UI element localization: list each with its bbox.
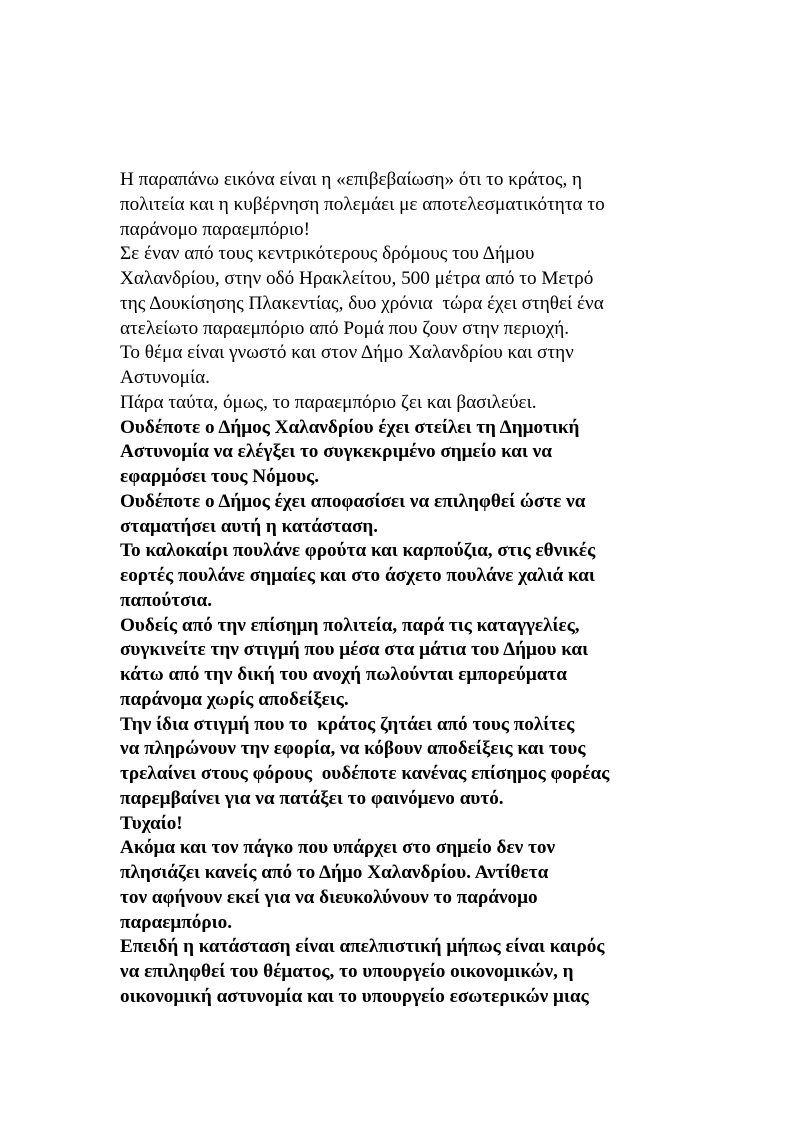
text-line: εορτές πουλάνε σημαίες και στο άσχετο πουλάνε χαλιά και (120, 565, 595, 586)
text-line: Αστυνομία. (120, 367, 210, 388)
text-line: οικονομική αστυνομία και το υπουργείο εσωτερικών μιας (120, 985, 589, 1007)
text-line: Χαλανδρίου, στην οδό Ηρακλείτου, 500 μέτρα από το Μετρό (120, 268, 594, 289)
text-line: τρελαίνει στους φόρους ουδέποτε κανένας επίσημος φορέας (120, 763, 610, 784)
text-line: ατελείωτο παραεμπόριο από Ρομά που ζουν στην περιοχή. (120, 317, 570, 339)
text-line: Σε έναν από τους κεντρικότερους δρόμους του Δήμου (120, 243, 535, 265)
text-line: κάτω από την δική του ανοχή πωλούνται εμπορεύματα (120, 664, 567, 685)
text-line: Την ίδια στιγμή που το κράτος ζητάει από τους πολίτες (120, 713, 575, 735)
article-body (120, 168, 720, 1010)
text-line: συγκινείτε την στιγμή που μέσα στα μάτια του Δήμου και (120, 639, 589, 661)
text-line: Επειδή η κατάσταση είναι απελπιστική μήπως είναι καιρός (120, 936, 605, 958)
text-line: Το καλοκαίρι πουλάνε φρούτα και καρπούζια, στις εθνικές (120, 540, 596, 562)
text-line: Ουδέποτε ο Δήμος Χαλανδρίου έχει στείλει τη Δημοτική (120, 416, 580, 438)
text-line: παρεμβαίνει για να πατάξει το φαινόμενο αυτό. (120, 787, 504, 809)
text-line: να επιληφθεί του θέματος, το υπουργείο οικονομικών, η (120, 961, 574, 982)
text-line: παράνομα χωρίς αποδείξεις. (120, 688, 349, 710)
text-line: Ουδέποτε ο Δήμος έχει αποφασίσει να επιληφθεί ώστε να (120, 490, 586, 512)
text-line: Τυχαίο! (120, 812, 183, 834)
text-line: Πάρα ταύτα, όμως, το παραεμπόριο ζει και βασιλεύει. (120, 391, 537, 413)
text-line: της Δουκίσησης Πλακεντίας, δυο χρόνια τώρα έχει στηθεί ένα (120, 292, 604, 314)
text-line: παραεμπόριο. (120, 911, 232, 933)
text-line: Ακόμα και τον πάγκο που υπάρχει στο σημείο δεν τον (120, 837, 556, 859)
text-line: να πληρώνουν την εφορία, να κόβουν αποδείξεις και τους (120, 738, 586, 760)
text-line: σταματήσει αυτή η κατάσταση. (120, 515, 379, 537)
text-line: Αστυνομία να ελέγξει το συγκεκριμένο σημείο και να (120, 441, 552, 463)
text-line: Ουδείς από την επίσημη πολιτεία, παρά τις καταγγελίες, (120, 614, 580, 636)
text-line: εφαρμόσει τους Νόμους. (120, 466, 320, 487)
text-line: πολιτεία και η κυβέρνηση πολεμάει με αποτελεσματικότητα το (120, 193, 605, 215)
text-line: Η παραπάνω εικόνα είναι η «επιβεβαίωση» ότι το κράτος, η (120, 169, 583, 190)
text-line: τον αφήνουν εκεί για να διευκολύνουν το παράνομο (120, 886, 538, 908)
text-line: πλησιάζει κανείς από το Δήμο Χαλανδρίου. Αντίθετα (120, 862, 549, 883)
text-line: παπούτσια. (120, 589, 213, 611)
text-line: παράνομο παραεμπόριο! (120, 218, 311, 240)
text-line: Το θέμα είναι γνωστό και στον Δήμο Χαλανδρίου και στην (120, 342, 574, 364)
